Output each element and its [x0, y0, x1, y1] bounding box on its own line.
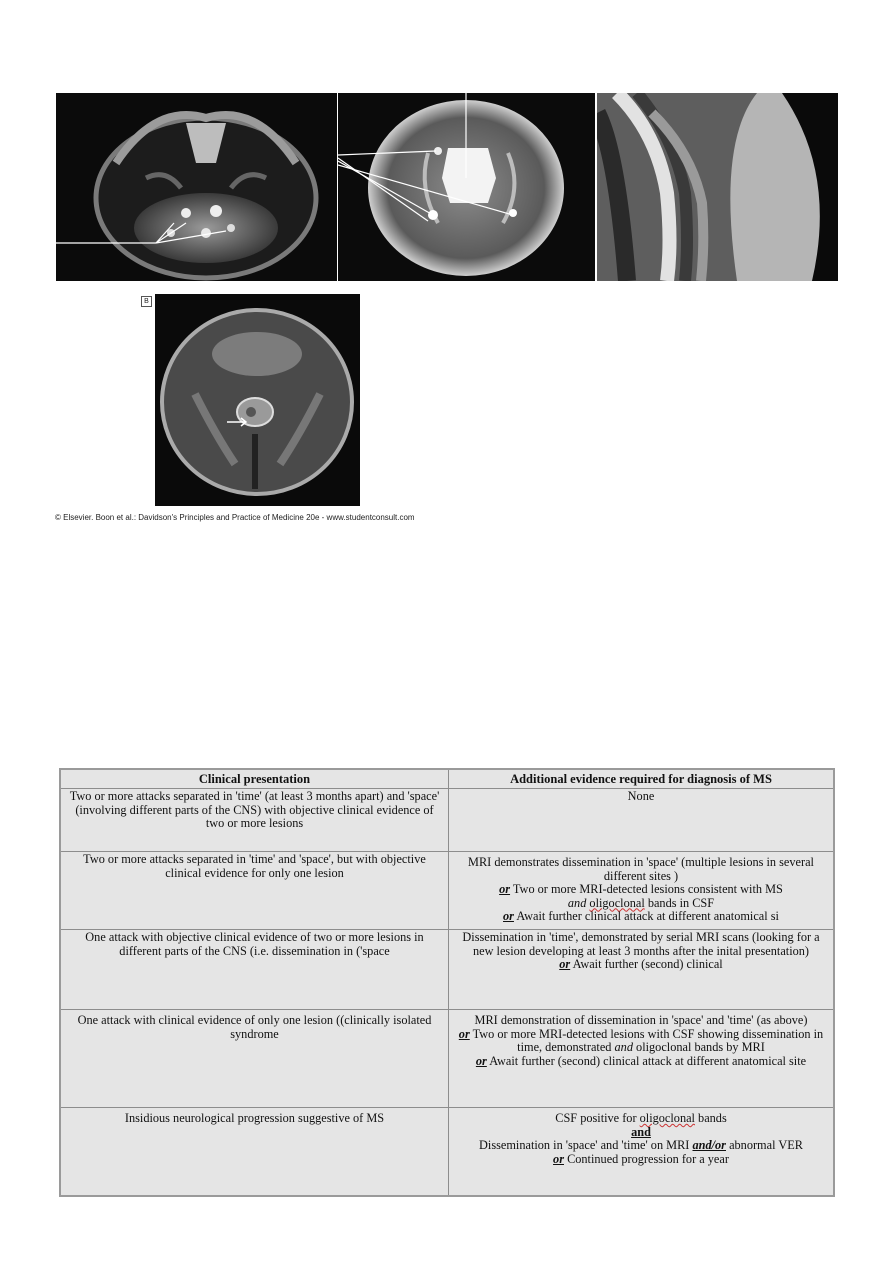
ms-diagnosis-table: [59, 768, 835, 1197]
row-5-evidence-3-line: [457, 1153, 825, 1167]
mri-axial-brain: [338, 93, 595, 281]
row-2-evidence-3-line: [457, 910, 825, 924]
row-3-presentation: One attack with objective clinical evidence of two or more lesions in different parts of the CNS (i.e. dissemination in ('space: [60, 930, 449, 1010]
row-3-or-1: or: [559, 957, 571, 971]
table-row: [60, 1108, 834, 1196]
row-2-evidence-3: Await further clinical attack at different anatomical si: [516, 909, 779, 923]
mri-axial-posterior-fossa: [56, 93, 337, 281]
row-5-or-1: or: [553, 1151, 564, 1166]
row-2-or-2: or: [503, 909, 514, 923]
row-5-and: and: [631, 1124, 651, 1139]
row-2-evidence-2-line: [457, 883, 825, 897]
row-4-evidence-1: MRI demonstration of dissemination in 'space' and 'time' (as above): [474, 1013, 808, 1027]
figure-caption: © Elsevier. Boon et al.: Davidson's Principles and Practice of Medicine 20e - www.studentconsult.com: [55, 513, 415, 522]
table-row: [60, 789, 834, 852]
row-3-evidence-2-line: [457, 958, 825, 972]
mri-axial-cervical-cord: [155, 294, 360, 506]
table-row: [60, 852, 834, 930]
row-2-evidence-1: MRI demonstrates dissemination in 'space' (multiple lesions in several different sites ): [468, 855, 814, 883]
mri-sagittal-cervical-spine: [597, 93, 838, 281]
row-2-evidence-2b-rest: bands in CSF: [644, 895, 715, 910]
row-4-evidence-2-line: [457, 1028, 825, 1055]
mri-axial-posterior-fossa-drawing: [56, 93, 337, 281]
row-5-evidence-2b: abnormal VER: [729, 1138, 803, 1152]
row-5-evidence-1-post: bands: [694, 1111, 727, 1125]
row-4-or-1: or: [458, 1026, 470, 1041]
row-3-evidence-1: Dissemination in 'time', demonstrated by serial MRI scans (looking for a new lesion developing at least 3 months after the inital presentation): [462, 930, 820, 958]
table-header-row: [60, 769, 834, 789]
row-2-evidence: [449, 852, 835, 930]
row-5-oligoclonal: oligoclonal: [639, 1111, 695, 1125]
header-clinical-presentation: Clinical presentation: [60, 769, 449, 789]
row-3-evidence-2: Await further (second) clinical: [572, 957, 723, 971]
row-5-evidence-2-line: [457, 1139, 825, 1153]
row-1-presentation: Two or more attacks separated in 'time' (at least 3 months apart) and 'space' (involving different parts of the CNS) with objective clinical evidence of two or more lesions: [60, 789, 449, 852]
row-5-evidence-1-line: [457, 1112, 825, 1126]
row-5-and-line: [457, 1126, 825, 1140]
row-2-evidence-2: Two or more MRI-detected lesions consistent with MS: [512, 882, 783, 896]
table-row: [60, 1010, 834, 1108]
table-row: [60, 930, 834, 1010]
row-5-evidence-3: Continued progression for a year: [567, 1151, 729, 1166]
row-2-and: and: [567, 895, 587, 910]
row-4-evidence-2a: Two or more MRI-detected lesions with CSF showing dissemination in time, demonstrated: [472, 1026, 824, 1054]
mri-axial-brain-drawing: [338, 93, 595, 281]
mri-sagittal-cervical-spine-drawing: [597, 93, 838, 281]
row-2-evidence-2b-line: [457, 897, 825, 911]
row-4-presentation: One attack with clinical evidence of only one lesion ((clinically isolated syndrome: [60, 1010, 449, 1108]
row-4-evidence: [449, 1010, 835, 1108]
row-5-evidence-1-pre: CSF positive for: [555, 1111, 640, 1125]
row-4-or-2: or: [475, 1053, 487, 1068]
row-5-presentation: Insidious neurological progression suggestive of MS: [60, 1108, 449, 1196]
row-1-evidence-1: None: [627, 789, 655, 803]
row-4-evidence-2b: oligoclonal bands by MRI: [636, 1040, 765, 1054]
row-5-evidence: [449, 1108, 835, 1196]
row-4-evidence-3: Await further (second) clinical attack at different anatomical site: [489, 1053, 807, 1068]
mri-axial-cervical-cord-drawing: [155, 294, 360, 506]
row-4-evidence-3-line: [457, 1055, 825, 1069]
row-3-evidence: [449, 930, 835, 1010]
row-2-oligoclonal: oligoclonal: [589, 895, 645, 910]
row-5-andor: and/or: [692, 1138, 726, 1152]
row-5-evidence-2: Dissemination in 'space' and 'time' on MRI: [479, 1138, 690, 1152]
row-2-presentation: Two or more attacks separated in 'time' and 'space', but with objective clinical evidence for only one lesion: [60, 852, 449, 930]
row-1-evidence: [449, 789, 835, 852]
panel-b-label: B: [141, 296, 152, 307]
header-additional-evidence: Additional evidence required for diagnosis of MS: [449, 769, 835, 789]
row-4-and: and: [614, 1040, 633, 1054]
row-2-or-1: or: [499, 882, 511, 896]
